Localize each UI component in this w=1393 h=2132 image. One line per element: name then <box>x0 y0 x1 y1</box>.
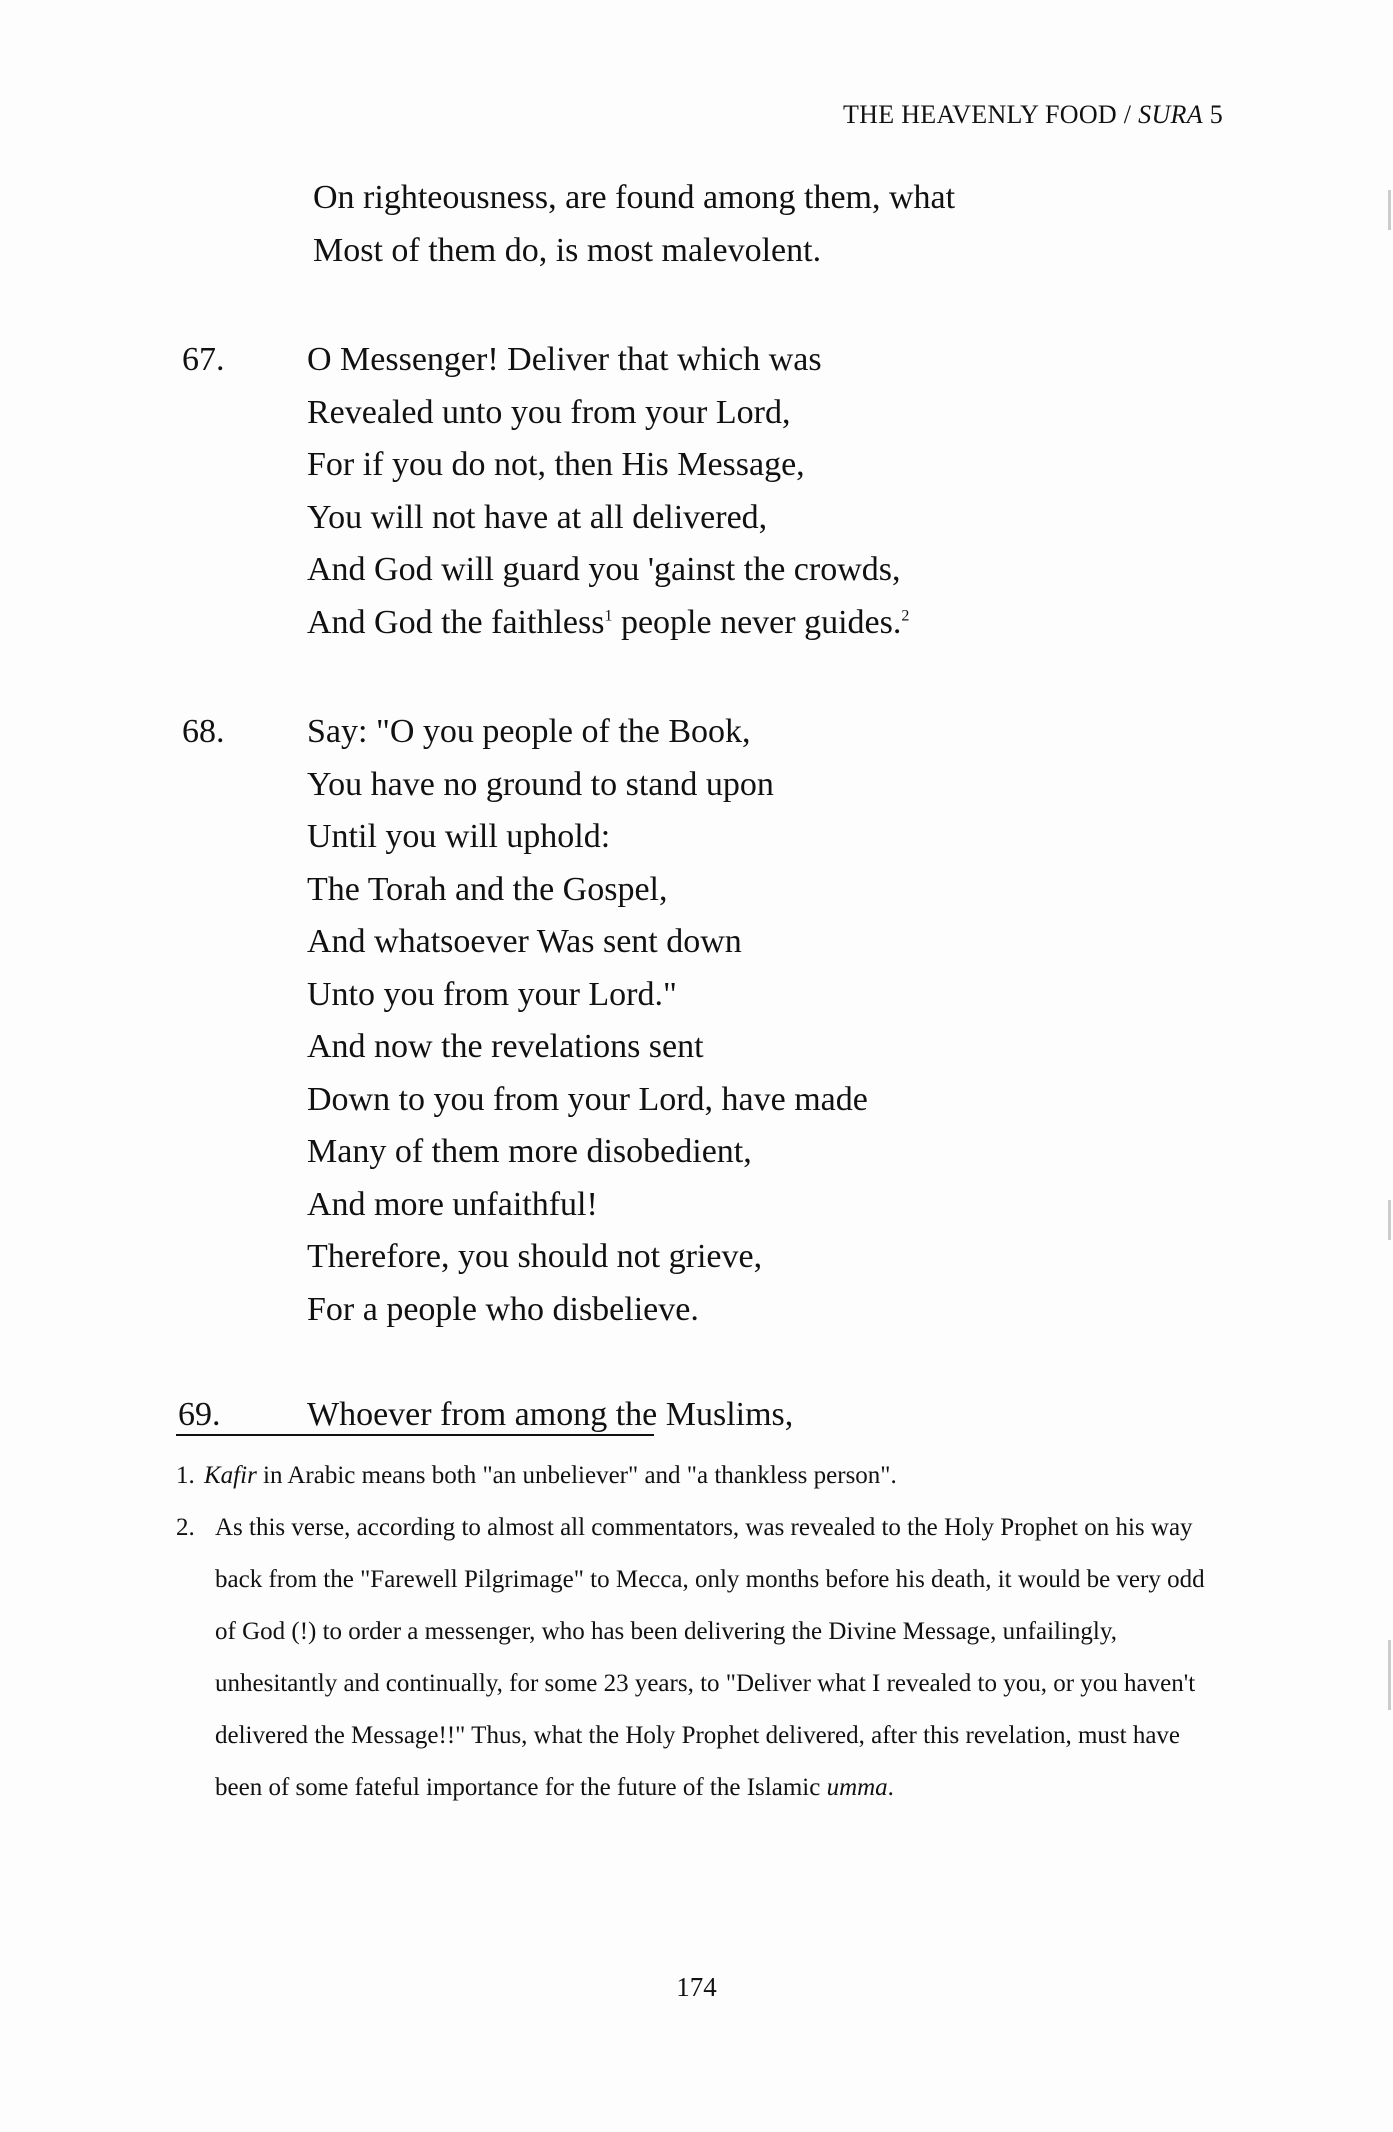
footnote-ref-2[interactable]: 2 <box>901 607 910 625</box>
verse-lines <box>307 706 868 1336</box>
verse-line: Say: "O you people of the Book, <box>307 713 751 750</box>
verse-line <box>307 597 909 650</box>
verse-line: For a people who disbelieve. <box>307 1290 699 1328</box>
footnote-punct: . <box>887 1774 894 1801</box>
verse-line: You have no ground to stand upon <box>307 765 774 803</box>
footnote-number: 1. <box>176 1462 195 1489</box>
verse-line: Until you will uphold: <box>307 818 611 855</box>
footnote-number: 2. <box>176 1514 195 1541</box>
running-head <box>843 100 1223 130</box>
verse-line: Many of them more disobedient, <box>307 1133 752 1170</box>
verse-number: 68. <box>182 713 225 750</box>
scan-edge-mark <box>1388 190 1391 230</box>
verse-line: Therefore, you should not grieve, <box>307 1238 763 1275</box>
verse-text: people never guides. <box>612 603 902 641</box>
footnote-ref-1[interactable]: 1 <box>604 607 613 625</box>
verse-lines <box>313 172 955 277</box>
verse-line: Most of them do, is most malevolent. <box>313 231 822 269</box>
footnote-2 <box>176 1502 1216 1814</box>
verse-line: The Torah and the Gospel, <box>307 870 668 908</box>
verse-line: Unto you from your Lord." <box>307 975 677 1013</box>
scan-edge-mark <box>1388 1640 1391 1710</box>
verse-number: 69. <box>178 1396 221 1433</box>
verse-text: And God the faithless <box>307 603 605 641</box>
verse-line: For if you do not, then His Message, <box>307 446 805 483</box>
verse-line: And whatsoever Was sent down <box>307 923 742 960</box>
verse-line: And now the revelations sent <box>307 1028 704 1065</box>
verse-line: Revealed unto you from your Lord, <box>307 393 791 431</box>
verse-line: On righteousness, are found among them, what <box>313 179 956 216</box>
verse-line: And more unfaithful! <box>307 1185 598 1223</box>
verse-line: O Messenger! Deliver that which was <box>307 341 822 378</box>
scan-edge-mark <box>1388 1200 1391 1240</box>
footnote-italic-term: umma <box>826 1774 888 1801</box>
footnotes <box>176 1450 1216 1814</box>
running-head-sura-label: SURA <box>1138 100 1203 129</box>
verse-line: You will not have at all delivered, <box>307 498 768 536</box>
footnote-body: As this verse, according to almost all commentators, was revealed to the Holy Prophet on his way back from the "Farewell Pilgrimage" to Mecca, only months before his death, it would be very odd of God (!) to order a messenger, who has been delivering the Divine Message, unfailingly, unhesitantly and continually, for some 23 years, to "Deliver what I revealed to you, or you haven't delivered the Message!!" Thus, what the Holy Prophet delivered, after this revelation, must have been of some fateful importance for the future of the Islamic <box>215 1514 1205 1801</box>
running-head-sura-number: 5 <box>1202 100 1223 129</box>
verse-line: And God will guard you 'gainst the crowds, <box>307 551 901 588</box>
footnote-divider <box>176 1434 654 1436</box>
verse-line: Down to you from your Lord, have made <box>307 1080 868 1118</box>
verse-lines <box>307 334 909 649</box>
verse-line: Whoever from among the Muslims, <box>307 1396 794 1433</box>
footnote-1 <box>176 1450 1216 1502</box>
verse-number: 67. <box>182 341 225 378</box>
footnote-italic-term: Kafir <box>204 1462 257 1489</box>
footnote-text <box>176 1502 1216 1814</box>
running-head-title: THE HEAVENLY FOOD / <box>842 100 1139 129</box>
page-number: 174 <box>676 1972 717 2002</box>
footnote-body: in Arabic means both "an unbeliever" and "a thankless person". <box>256 1462 897 1489</box>
footnote-text <box>176 1450 1216 1502</box>
